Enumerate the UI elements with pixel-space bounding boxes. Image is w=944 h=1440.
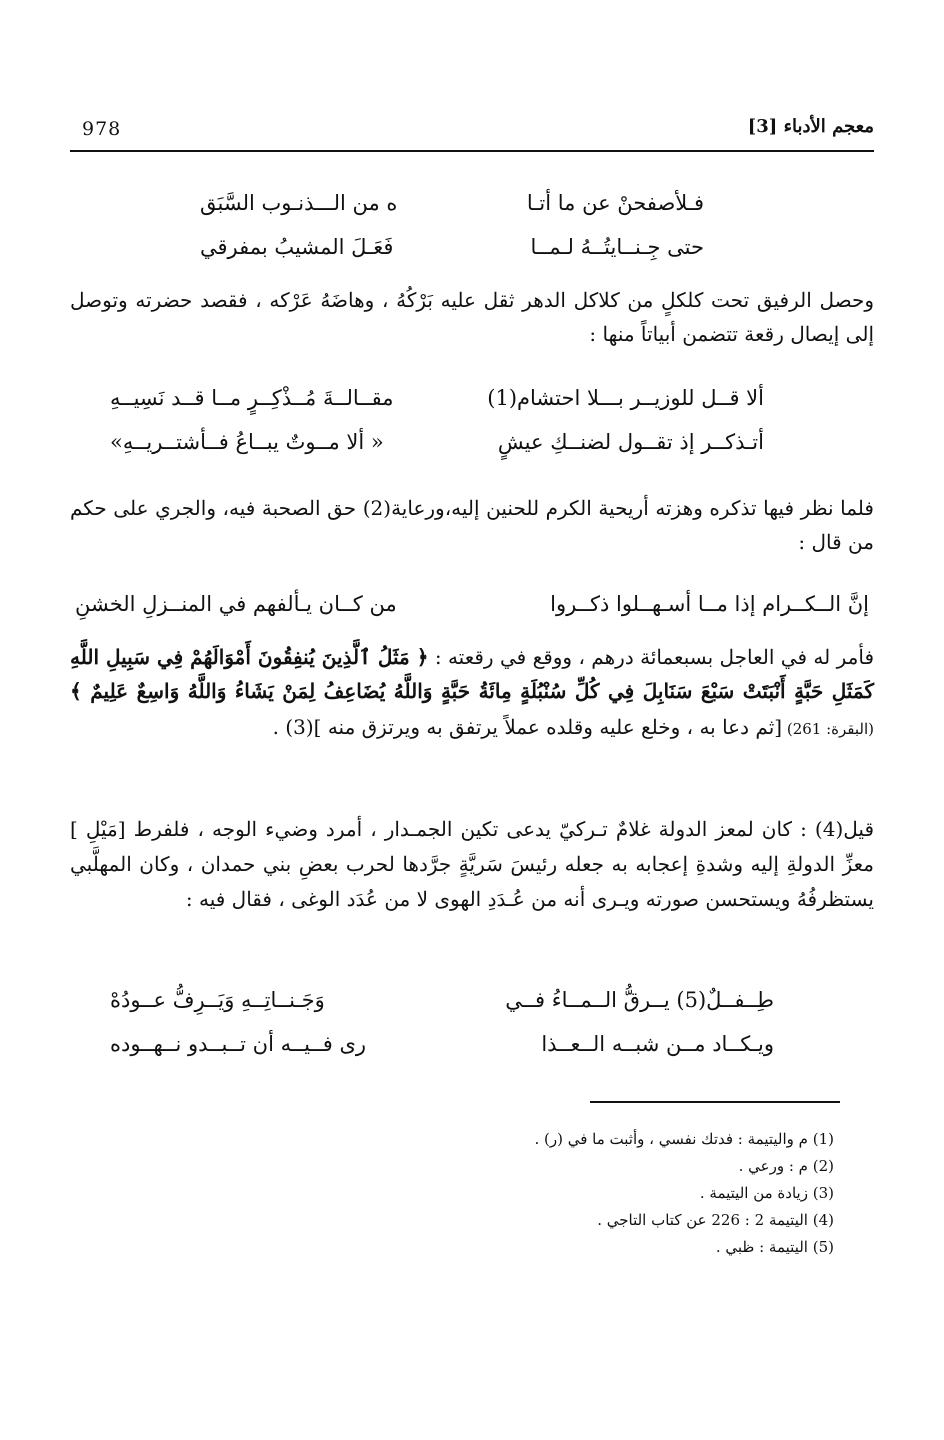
verse-second-hemistich: فَعَـلَ المشيبُ بمفرقي bbox=[200, 235, 394, 259]
quran-citation: (البقرة: 261) bbox=[782, 720, 874, 738]
header-rule bbox=[70, 150, 874, 152]
paragraph: فلما نظر فيها تذكره وهزته أريحية الكرم للحنين إليه،ورعاية(2) حق الصحبة فيه، والجري على حكم من قال : bbox=[70, 496, 874, 554]
verse-line bbox=[200, 181, 704, 225]
verse-first-hemistich: ألا قــل للوزيــر بـــلا احتشام(1) bbox=[487, 386, 764, 410]
verse-first-hemistich: إنَّ الــكــرام إذا مــا أسـهــلوا ذكــروا bbox=[550, 592, 869, 616]
verse-line bbox=[110, 420, 764, 464]
verse-first-hemistich: أتـذكــر إذ تقــول لضنــكِ عيشٍ bbox=[497, 430, 764, 454]
verse-block-3 bbox=[75, 582, 869, 626]
footnote: (4) اليتيمة 2 : 226 عن كتاب التاجي . bbox=[597, 1211, 834, 1229]
verse-second-hemistich: مقــالــةَ مُــذْكِــرٍ مــا قــد نَسِيــهِ bbox=[110, 386, 394, 410]
verse-first-hemistich: حتى جِـنــايتُــهُ لـمــا bbox=[530, 235, 704, 259]
verse-block-1 bbox=[200, 181, 704, 269]
footnote: (5) اليتيمة : ظبي . bbox=[715, 1238, 834, 1256]
paragraph-continuation: [ثم دعا به ، وخلع عليه وقلده عملاً يرتفق به ويرتزق منه ](3) . bbox=[272, 715, 783, 739]
page-header bbox=[70, 112, 874, 146]
running-title: معجم الأدباء [3] bbox=[747, 116, 874, 137]
verse-second-hemistich: وَجَـنــاتِــهِ وَيَــرِفُّ عــودُهْ bbox=[110, 988, 325, 1012]
paragraph-with-quran bbox=[70, 640, 874, 746]
verse-first-hemistich: ويـكــاد مــن شبــه الــعــذا bbox=[541, 1032, 774, 1056]
verse-block-2 bbox=[110, 376, 764, 464]
quran-verse: ﴿ مَثَلُ ٱلَّذِينَ يُنفِقُونَ أَمْوَالَهُمْ فِي سَبِيلِ اللَّهِ كَمَثَلِ حَبَّةٍ أَنْبَتَتْ سَبْعَ سَنَابِلَ فِي كُلِّ سُنْبُلَةٍ مِائَةُ حَبَّةٍ وَاللَّهُ يُضَاعِفُ لِمَنْ يَشَاءُ وَاللَّهُ وَاسِعٌ عَلِيمٌ ﴾ bbox=[70, 645, 874, 703]
footnote: (3) زيادة من اليتيمة . bbox=[699, 1184, 834, 1202]
verse-second-hemistich: « ألا مــوتٌ يبــاعُ فــأشتــريــهِ» bbox=[110, 430, 384, 454]
paragraph: وحصل الرفيق تحت كلكلٍ من كلاكل الدهر ثقل عليه بَرْكُهُ ، وهاضَهُ عَرْكه ، فقصد حضرته وتوصل إلى إيصال رقعة تتضمن أبياتاً منها : bbox=[70, 288, 874, 346]
paragraph-intro: فأمر له في العاجل بسبعمائة درهم ، ووقع في رقعته : bbox=[428, 645, 875, 669]
paragraph: قيل(4) : كان لمعز الدولة غلامٌ تـركيّ يدعى تكين الجمـدار ، أمرد وضيء الوجه ، فلفرط [مَيْلِ ] معزِّ الدولةِ إليه وشدةِ إعجابه به جعله رئيسَ سَريَّةٍ جرَّدها لحرب بعضِ بني حمدان ، وكان المهلَّبي يستظرفُهُ ويستحسن صورته ويـرى أنه من عُـدَدِ الهوى لا من عُدَد الوغى ، فقال فيه : bbox=[70, 817, 874, 911]
verse-line bbox=[200, 225, 704, 269]
verse-first-hemistich: فـلأصفحنْ عن ما أتـا bbox=[526, 191, 704, 215]
verse-line bbox=[110, 1022, 774, 1066]
verse-second-hemistich: من كــان يـألفهم في المنــزلِ الخشنِ bbox=[75, 592, 397, 616]
verse-first-hemistich: طِــفــلٌ(5) يــرقُّ الــمــاءُ فــي bbox=[505, 988, 774, 1012]
footnotes bbox=[534, 1126, 834, 1261]
footnote: (1) م واليتيمة : فدتك نفسي ، وأثبت ما في (ر) . bbox=[534, 1130, 834, 1148]
verse-line bbox=[110, 978, 774, 1022]
verse-second-hemistich: ه من الـــذنـوب السَّبَق bbox=[200, 191, 398, 215]
verse-line bbox=[110, 376, 764, 420]
verse-line bbox=[75, 582, 869, 626]
footnote: (2) م : ورعي . bbox=[738, 1157, 834, 1175]
verse-second-hemistich: رى فــيــه أن تــبــدو نــهــوده bbox=[110, 1032, 367, 1056]
verse-block-4 bbox=[110, 978, 774, 1066]
footnote-rule bbox=[590, 1101, 840, 1103]
page-number: 978 bbox=[82, 118, 122, 140]
